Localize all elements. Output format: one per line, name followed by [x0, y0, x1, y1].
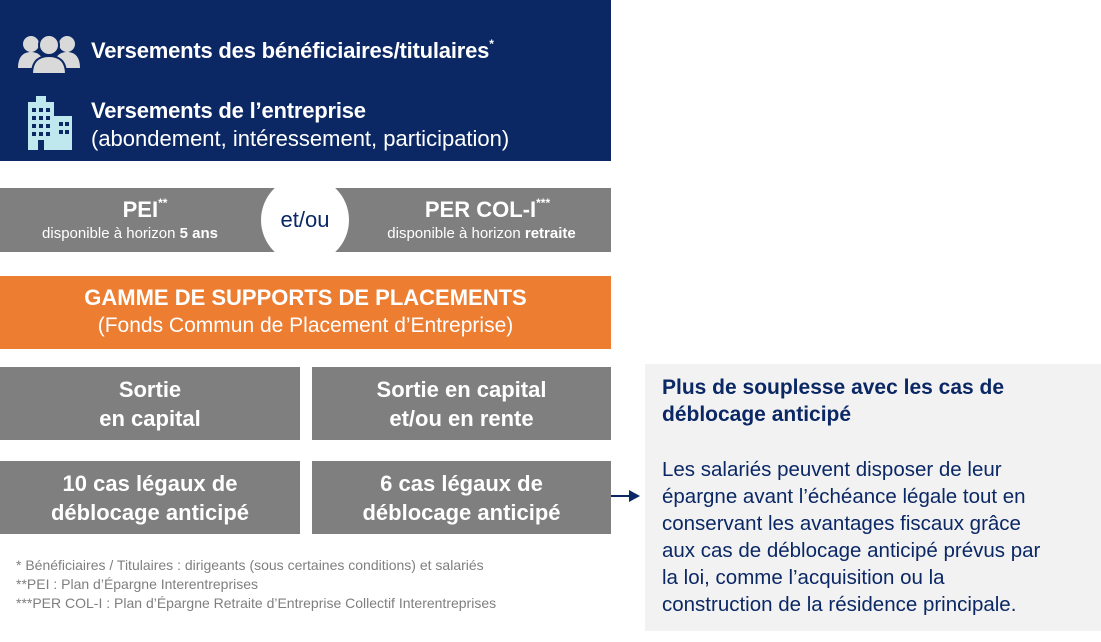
exit-capital-rente-box: [312, 367, 611, 440]
plan-per-horizon: retraite: [524, 225, 576, 242]
pei-cases-line2: déblocage anticipé: [50, 499, 250, 525]
people-icon: [16, 32, 82, 74]
panel-body-line4: aux cas de déblocage anticipé prévus par: [662, 539, 1041, 562]
contributions-block: [0, 0, 611, 161]
building-icon: [22, 96, 76, 152]
panel-body-line2: épargne avant l’échéance légale tout en: [662, 485, 1026, 508]
investment-range-subtitle: (Fonds Commun de Placement d’Entreprise): [97, 314, 514, 337]
exit-capital-line2: en capital: [99, 405, 201, 431]
panel-body-line5: la loi, comme l’acquisition ou la: [662, 566, 945, 589]
employee-contributions-label: Versements des bénéficiaires/titulaires: [91, 38, 490, 63]
footnote-marker: *: [489, 36, 494, 51]
footnote-1: * Bénéficiaires / Titulaires : dirigeants (sous certaines conditions) et salariés: [16, 557, 484, 573]
pei-cases-line1: 10 cas légaux de: [62, 470, 238, 496]
plan-per-name: PER COL-I: [424, 197, 537, 222]
panel-body: [662, 456, 1040, 618]
panel-title-line1: Plus de souplesse avec les cas de: [662, 376, 1005, 399]
plan-pei-availability: [0, 225, 290, 242]
per-early-release-box: [312, 461, 611, 534]
et-ou-connector: [261, 176, 349, 264]
panel-body-line3: conservant les avantages fiscaux grâce: [662, 512, 1021, 535]
panel-body-line1: Les salariés peuvent disposer de leur: [662, 458, 1002, 481]
investment-range-bar: [0, 276, 611, 349]
panel-title: [662, 374, 1004, 428]
plan-pei-availability-text: disponible à horizon: [42, 225, 180, 242]
plan-per-title: [364, 197, 611, 223]
plan-pei-horizon: 5 ans: [179, 225, 218, 242]
company-contributions-detail: (abondement, intéressement, participation): [91, 126, 510, 151]
panel-title-line2: déblocage anticipé: [662, 403, 852, 426]
plan-pei: [0, 188, 290, 252]
pei-early-release-box: [0, 461, 300, 534]
plan-per-availability: [352, 225, 611, 242]
plan-pei-marker: **: [158, 195, 168, 210]
panel-body-line6: construction de la résidence principale.: [662, 593, 1017, 616]
plan-per-marker: ***: [536, 195, 551, 210]
footnote-2: **PEI : Plan d’Épargne Interentreprises: [16, 576, 259, 592]
footnote-3: ***PER COL-I : Plan d’Épargne Retraite d’Entreprise Collectif Interentreprises: [16, 595, 497, 611]
investment-range-title: GAMME DE SUPPORTS DE PLACEMENTS: [84, 285, 527, 310]
plan-pei-name: PEI: [122, 197, 159, 222]
flexibility-panel: [645, 364, 1101, 631]
exit-capital-line1: Sortie: [118, 376, 182, 402]
footnotes: [16, 556, 496, 613]
per-cases-line1: 6 cas légaux de: [380, 470, 543, 496]
exit-rente-line2: et/ou en rente: [389, 405, 534, 431]
row-employee-contributions: [91, 38, 494, 64]
plan-pei-title: [0, 197, 290, 223]
company-contributions-label: Versements de l’entreprise: [91, 98, 366, 123]
plan-per-col-i: [320, 188, 611, 252]
exit-rente-line1: Sortie en capital: [376, 376, 547, 402]
plan-per-availability-text: disponible à horizon: [387, 225, 525, 242]
arrow-right-icon: [611, 488, 641, 504]
exit-capital-box: [0, 367, 300, 440]
per-cases-line2: déblocage anticipé: [362, 499, 561, 525]
et-ou-label: et/ou: [280, 207, 330, 232]
